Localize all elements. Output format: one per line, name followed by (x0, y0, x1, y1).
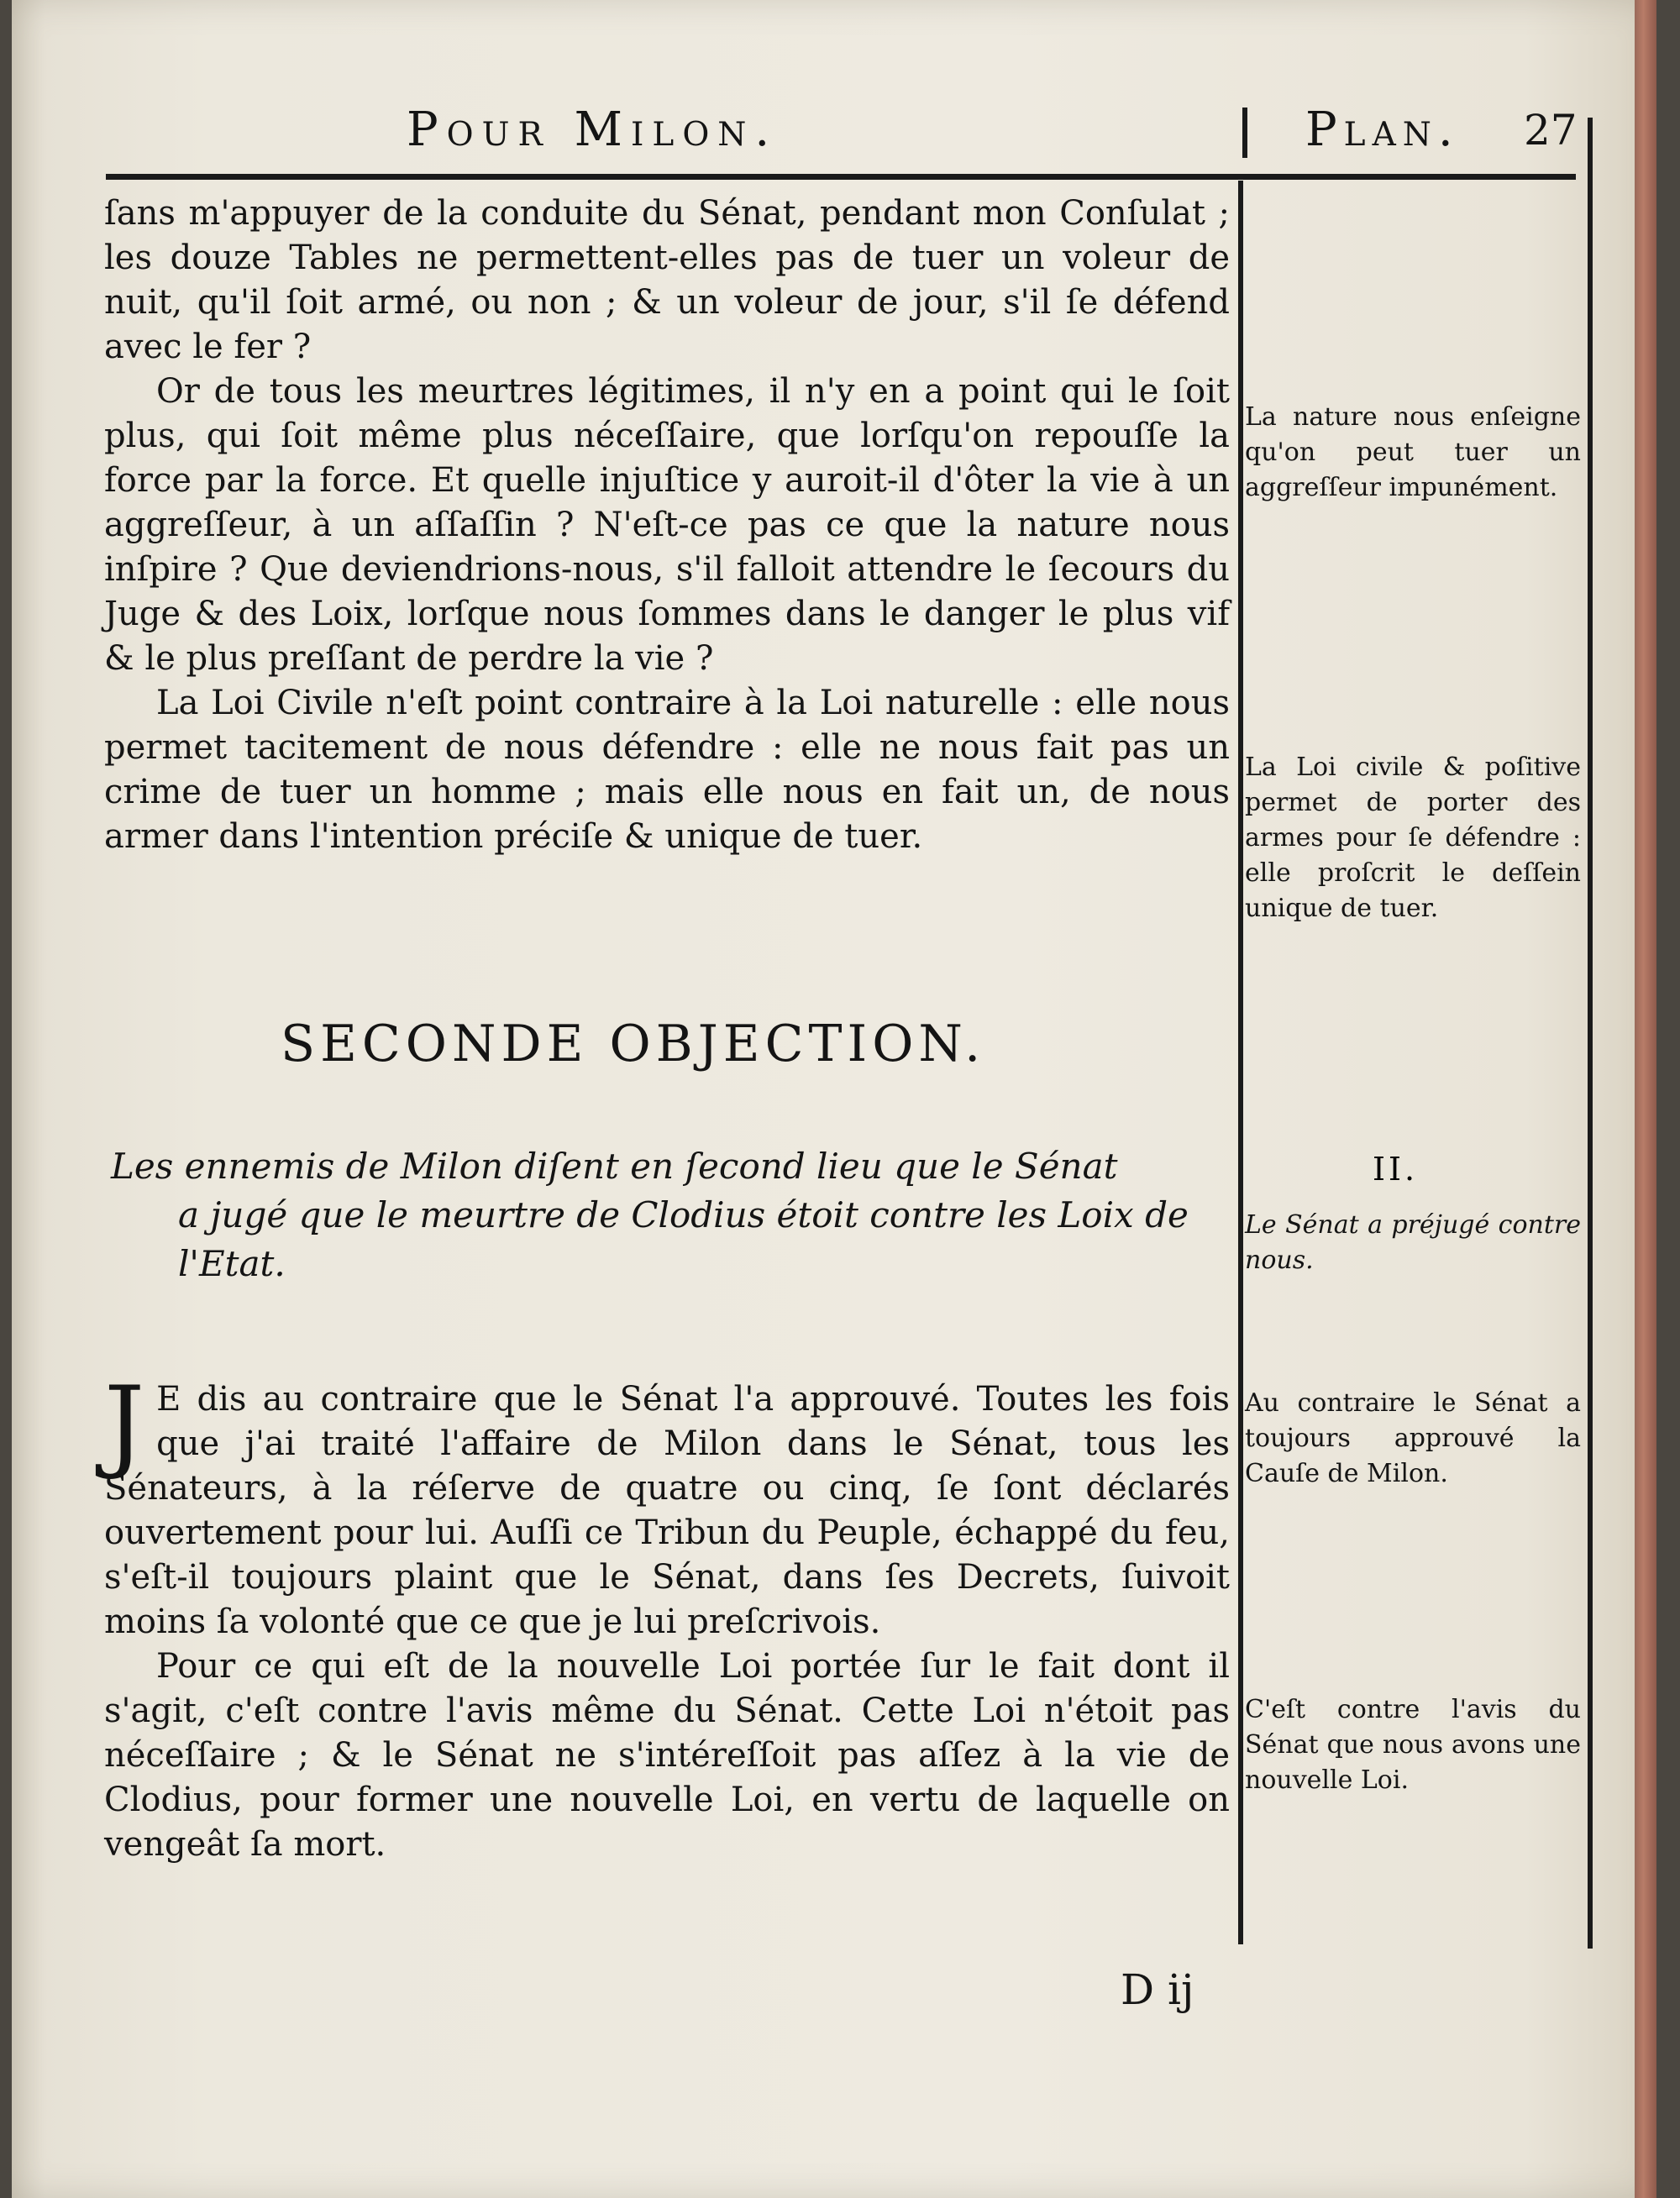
margin-note-1: La nature nous enſeigne qu'on peut tuer un aggreſſeur impunément. (1245, 402, 1581, 502)
page-edge (1635, 0, 1656, 2198)
margin-rule (1238, 181, 1243, 1944)
objection-line-2: a jugé que le meurtre de Clodius étoit contre les Loix de l'Etat. (178, 1194, 1189, 1284)
margin-note-2: La Loi civile & poſitive permet de porter des armes pour ſe défendre : elle proſcrit le deſſein unique de tuer. (1245, 753, 1581, 923)
header-section: Plan. (1305, 102, 1460, 157)
outer-rule (1588, 118, 1593, 1949)
drop-cap: J (104, 1366, 145, 1482)
header-divider (1242, 108, 1247, 158)
signature-mark: D ij (1121, 1965, 1194, 2014)
paragraph-4-text: E dis au contraire que le Sénat l'a approuvé. Toutes les fois que j'ai traité l'affaire de Milon dans le Sénat, tous les Sénateurs, à la réſerve de quatre ou cinq, ſe ſont déclarés ouvertement pour lui. Auſſi ce Tribun du Peuple, échappé du feu, s'eſt-il toujours plaint que le Sénat, dans ſes Decrets, ſuivoit moins ſa volonté que ce que je lui preſcrivois. (104, 1380, 1230, 1641)
section-heading: SECONDE OBJECTION. (281, 1015, 986, 1073)
margin-note-3: Le Sénat a préjugé contre nous. (1245, 1210, 1581, 1275)
paragraph-3: La Loi Civile n'eſt point contraire à la Loi naturelle : elle nous permet tacitement de nous défendre : elle ne nous fait pas un crime de tuer un homme ; mais elle nous en fait un, de nous armer dans l'intention préciſe & unique de tuer. (104, 684, 1230, 856)
book-page (12, 0, 1656, 2198)
paragraph-4 (104, 1366, 1230, 1645)
margin-note-5: C'eſt contre l'avis du Sénat que nous avons une nouvelle Loi. (1245, 1695, 1581, 1795)
objection-line-1: Les ennemis de Milon diſent en ſecond lieu que le Sénat (111, 1146, 1118, 1187)
paragraph-1: ſans m'appuyer de la conduite du Sénat, pendant mon Conſulat ; les douze Tables ne permettent-elles pas de tuer un voleur de nuit, qu'il ſoit armé, ou non ; & un voleur de jour, s'il ſe défend avec le fer ? (104, 194, 1230, 366)
paragraph-5: Pour ce qui eſt de la nouvelle Loi portée ſur le fait dont il s'agit, c'eſt contre l'avis même du Sénat. Cette Loi n'étoit pas néceſſaire ; & le Sénat ne s'intéreſſoit pas aſſez à la vie de Clodius, pour former une nouvelle Loi, en vertu de laquelle on vengeât ſa mort. (104, 1647, 1230, 1864)
objection-statement (111, 1142, 1236, 1288)
margin-note-4: Au contraire le Sénat a toujours approuvé la Cauſe de Milon. (1245, 1388, 1581, 1488)
main-text-top (104, 191, 1230, 859)
section-number: II. (1373, 1151, 1419, 1188)
paragraph-2: Or de tous les meurtres légitimes, il n'y en a point qui le ſoit plus, qui ſoit même plus néceſſaire, que lorſqu'on repouſſe la force par la force. Et quelle injuſtice y auroit-il d'ôter la vie à un aggreſſeur, à un aſſaſſin ? N'eſt-ce pas ce que la nature nous inſpire ? Que deviendrions-nous, s'il falloit attendre le ſecours du Juge & des Loix, lorſque nous ſommes dans le danger le plus vif & le plus preſſant de perdre la vie ? (104, 372, 1230, 678)
page-number: 27 (1524, 106, 1578, 155)
header-title: Pour Milon. (407, 102, 779, 157)
main-text-bottom (104, 1366, 1230, 1867)
running-header (407, 102, 1599, 157)
header-rule (106, 174, 1576, 180)
